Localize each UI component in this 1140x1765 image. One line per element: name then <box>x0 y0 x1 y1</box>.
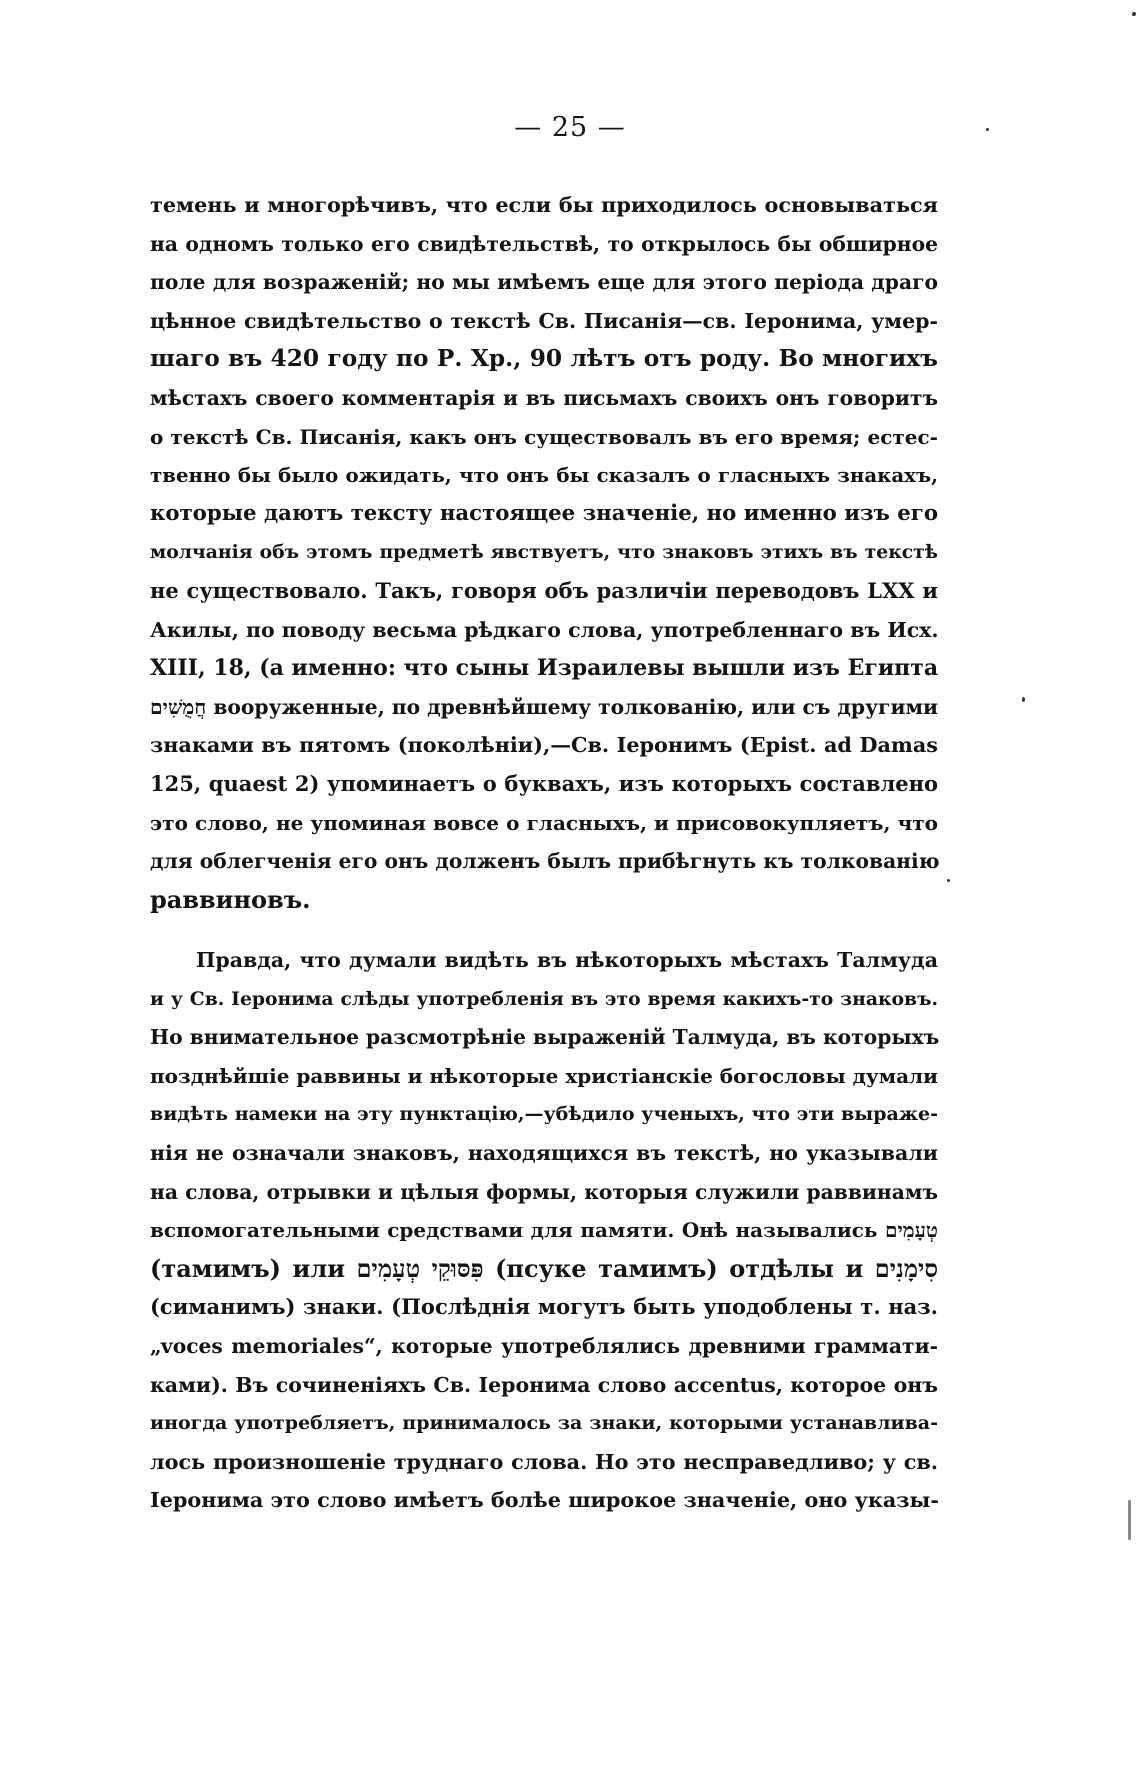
text-line: иногда употребляетъ, принималось за знаки, которыми устанавлива- <box>150 1412 938 1435</box>
text-line: знаками въ пятомъ (поколѣніи),—Св. Іеронимъ (Epist. ad Damas <box>150 733 938 758</box>
text-line: на слова, отрывки и цѣлыя формы, которыя служили раввинамъ <box>150 1179 938 1204</box>
paragraph-2 <box>150 941 938 1520</box>
scan-speck <box>986 128 989 131</box>
text-line: лось произношеніе труднаго слова. Но это несправедливо; у св. <box>150 1449 938 1474</box>
text-line: твенно бы было ожидать, что онъ бы сказалъ о гласныхъ знакахъ, <box>150 463 938 488</box>
text-line: חֲמֻשִׁים вооруженные, по древнѣйшему толкованію, или съ другими <box>150 694 939 719</box>
text-line: мѣстахъ своего комментарія и въ письмахъ своихъ онъ говоритъ <box>150 385 938 410</box>
text-line: „voces memoriales“, которые употреблялись древними граммати- <box>150 1333 938 1358</box>
page-number: — 25 — <box>514 112 626 143</box>
text-line: 125, quaest 2) упоминаетъ о буквахъ, изъ которыхъ составлено <box>150 770 938 796</box>
scan-speck <box>1128 1500 1131 1540</box>
text-line: ками). Въ сочиненіяхъ Св. Іеронима слово accentus, которое онъ <box>150 1372 938 1397</box>
text-line: видѣть намеки на эту пунктацію,—убѣдило ученыхъ, что эти выраже- <box>150 1103 938 1126</box>
text-line: которые даютъ тексту настоящее значеніе, но именно изъ его <box>150 500 938 526</box>
scan-speck <box>947 879 950 882</box>
text-line: цѣнное свидѣтельство о текстѣ Св. Писанія—св. Іеронима, умер- <box>150 308 938 333</box>
text-line: это слово, не упоминая вовсе о гласныхъ, и присовокупляетъ, что <box>150 810 938 835</box>
text-line: Но внимательное разсмотрѣніе выраженій Талмуда, въ которыхъ <box>150 1025 940 1050</box>
text-line: (тамимъ) или פִּסּוּקֵי טְעָמִים (псуке тамимъ) отдѣлы и סִימָנִים <box>150 1253 938 1283</box>
text-line: на одномъ только его свидѣтельствѣ, то открылось бы обширное <box>150 231 938 256</box>
text-line: для облегченія его онъ долженъ былъ прибѣгнуть къ толкованію <box>150 849 940 874</box>
text-line: (симанимъ) знаки. (Послѣднія могутъ быть уподоблены т. наз. <box>150 1294 938 1320</box>
text-line: молчанія объ этомъ предметѣ явствуетъ, что знаковъ этихъ въ текстѣ <box>150 541 938 564</box>
text-line: о текстѣ Св. Писанія, какъ онъ существовалъ въ его время; естес- <box>150 424 938 449</box>
text-line: раввиновъ. <box>150 884 311 914</box>
text-line: шаго въ 420 году по Р. Хр., 90 лѣтъ отъ роду. Во многихъ <box>150 345 938 373</box>
text-line: XIII, 18, (а именно: что сыны Израилевы вышли изъ Египта <box>150 655 939 682</box>
scan-speck <box>1022 697 1025 702</box>
text-line: вспомогательными средствами для памяти. Онѣ назывались טְעָמִים <box>150 1218 938 1243</box>
text-line: Іеронима это слово имѣетъ болѣе широкое значеніе, оно указы- <box>150 1488 939 1513</box>
text-line: поле для возраженій; но мы имѣемъ еще для этого періода драго <box>150 270 938 295</box>
scan-speck <box>1132 12 1136 16</box>
text-line: и у Св. Іеронима слѣды употребленія въ это время какихъ-то знаковъ. <box>150 987 938 1010</box>
paragraph-1 <box>150 186 938 919</box>
text-line: не существовало. Такъ, говоря объ различіи переводовъ LXX и <box>150 577 938 603</box>
text-line: Акилы, по поводу весьма рѣдкаго слова, употребленнаго въ Исх. <box>150 617 939 642</box>
text-line: темень и многорѣчивъ, что если бы приходилось основываться <box>150 193 938 217</box>
text-line: нія не означали знаковъ, находящихся въ текстѣ, но указывали <box>150 1140 938 1165</box>
text-line: Правда, что думали видѣть въ нѣкоторыхъ мѣстахъ Талмуда <box>196 948 938 972</box>
text-line: позднѣйшіе раввины и нѣкоторые христіанскіе богословы думали <box>150 1063 938 1088</box>
